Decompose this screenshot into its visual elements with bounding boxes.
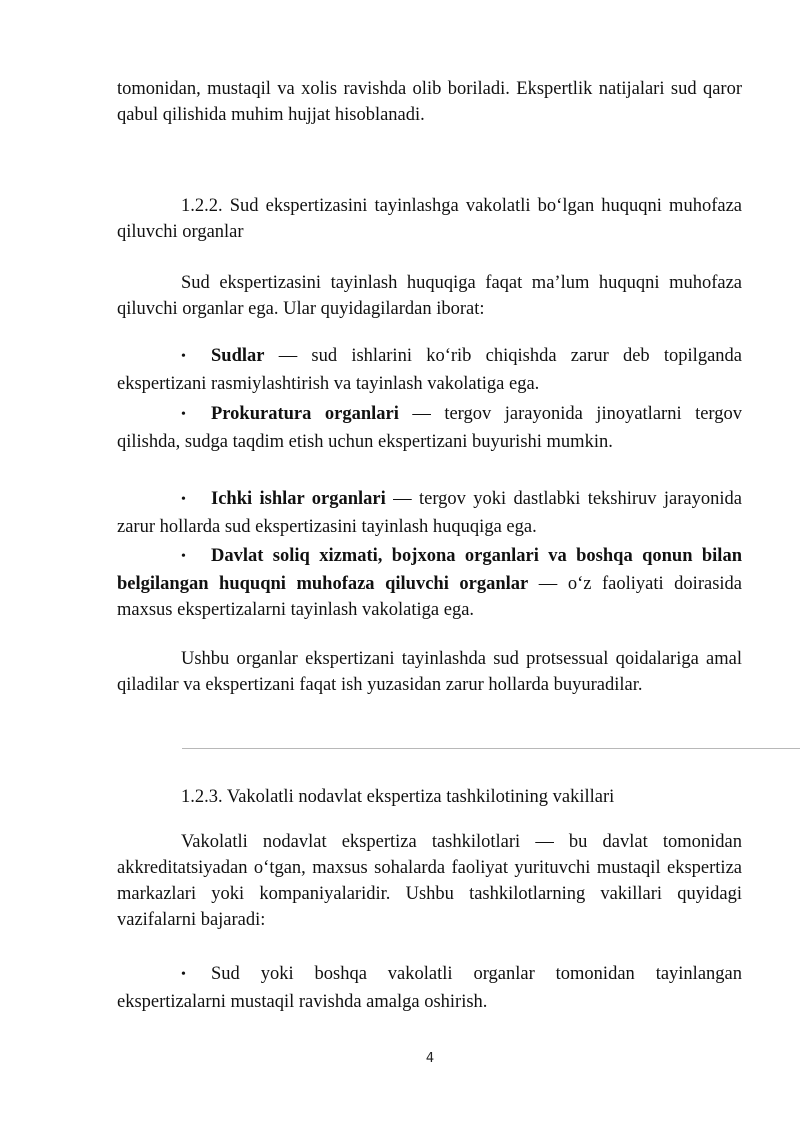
intro-paragraph: tomonidan, mustaqil va xolis ravishda olib boriladi. Ekspertlik natijalari sud qaror qabul qilishida muhim hujjat hisoblanadi.	[117, 79, 742, 125]
paragraph-organs-conclusion: Ushbu organlar ekspertizani tayinlashda sud protsessual qoidalariga amal qiladilar va ekspertizani faqat ish yuzasidan zarur hollarda buyuradilar.	[117, 649, 742, 695]
list-item-text: Sud yoki boshqa vakolatli organlar tomonidan tayinlangan ekspertizalarni mustaqil ravishda amalga oshirish.	[117, 964, 742, 1012]
list-item-text: — o‘z faoliyati doirasida maxsus ekspertizalarni tayinlash vakolatiga ega.	[117, 574, 742, 620]
bullet-icon	[181, 343, 211, 371]
list-item-text: — sud ishlarini ko‘rib chiqishda zarur deb topilganda ekspertizani rasmiylashtirish va tayinlash vakolatiga ega.	[117, 346, 742, 394]
paragraph-nonstate-organizations: Vakolatli nodavlat ekspertiza tashkilotlari — bu davlat tomonidan akkreditatsiyadan o‘tgan, maxsus sohalarda faoliyat yurituvchi mustaqil ekspertiza markazlari yoki kompaniyalaridir. Ushbu tashkilotlarning vakillari quyidagi vazifalarni bajaradi:	[117, 832, 742, 930]
bullet-icon	[181, 486, 211, 514]
section-divider	[182, 748, 800, 749]
list-item-term: Davlat soliq xizmati, bojxona organlari va boshqa qonun bilan belgilangan huquqni muhofaza qiluvchi organlar	[117, 546, 742, 594]
list-item-term: Ichki ishlar organlari	[211, 489, 386, 509]
list-item-term: Prokuratura organlari	[211, 404, 399, 424]
list-item-term: Sudlar	[211, 346, 265, 366]
paragraph-organs-intro: Sud ekspertizasini tayinlash huquqiga faqat ma’lum huquqni muhofaza qiluvchi organlar ega. Ular quyidagilardan iborat:	[117, 273, 742, 319]
list-item-text: — tergov jarayonida jinoyatlarni tergov qilishda, sudga taqdim etish uchun ekspertizani buyurishi mumkin.	[117, 404, 742, 452]
bullet-icon	[181, 543, 211, 571]
list-item-internal-affairs	[117, 486, 742, 540]
bullet-icon	[181, 401, 211, 429]
list-item-courts	[117, 343, 742, 397]
list-item-independent-expertise	[117, 961, 742, 1015]
section-heading-1-2-3: 1.2.3. Vakolatli nodavlat ekspertiza tashkilotining vakillari	[181, 787, 615, 807]
list-item-tax-customs	[117, 543, 742, 623]
list-item-prosecutors	[117, 401, 742, 455]
bullet-icon	[181, 961, 211, 989]
list-item-text: — tergov yoki dastlabki tekshiruv jarayonida zarur hollarda sud ekspertizasini tayinlash huquqiga ega.	[117, 489, 742, 537]
page-number: 4	[425, 1051, 435, 1066]
section-heading-1-2-2: 1.2.2. Sud ekspertizasini tayinlashga vakolatli bo‘lgan huquqni muhofaza qiluvchi organlar	[117, 196, 742, 242]
